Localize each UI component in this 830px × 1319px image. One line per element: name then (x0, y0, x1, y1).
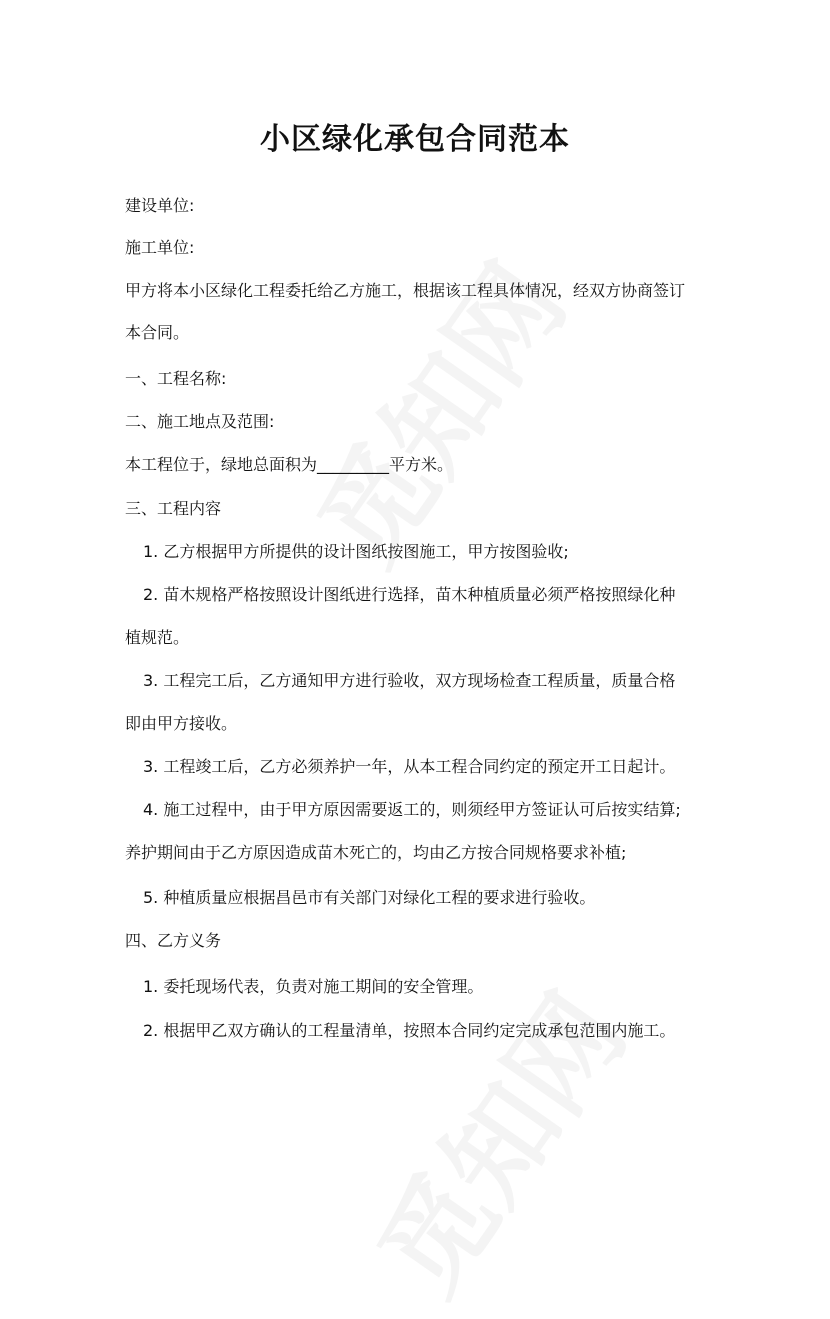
document-title: 小区绿化承包合同范本 (260, 122, 570, 157)
list-item: 2. 根据甲乙双方确认的工程量清单，按照本合同约定完成承包范围内施工。 (143, 1021, 676, 1040)
list-item: 3. 工程完工后，乙方通知甲方进行验收，双方现场检查工程质量，质量合格 (143, 671, 676, 690)
paragraph: 施工单位: (125, 238, 195, 257)
paragraph: 即由甲方接收。 (125, 714, 238, 733)
list-item: 4. 施工过程中，由于甲方原因需要返工的，则须经甲方签证认可后按实结算; (143, 800, 681, 819)
paragraph: 植规范。 (125, 628, 190, 647)
section-heading: 二、施工地点及范围: (125, 412, 275, 431)
section-heading: 一、工程名称: (125, 369, 227, 388)
paragraph: 养护期间由于乙方原因造成苗木死亡的，均由乙方按合同规格要求补植; (125, 843, 627, 862)
section-heading: 三、工程内容 (125, 499, 222, 518)
list-item: 3. 工程竣工后，乙方必须养护一年，从本工程合同约定的预定开工日起计。 (143, 757, 676, 776)
list-item: 1. 乙方根据甲方所提供的设计图纸按图施工，甲方按图验收; (143, 542, 569, 561)
list-item: 5. 种植质量应根据昌邑市有关部门对绿化工程的要求进行验收。 (143, 888, 596, 907)
paragraph: 甲方将本小区绿化工程委托给乙方施工，根据该工程具体情况，经双方协商签订 (125, 281, 686, 300)
paragraph: 本工程位于，绿地总面积为_________平方米。 (125, 455, 454, 474)
list-item: 1. 委托现场代表，负责对施工期间的安全管理。 (143, 977, 484, 996)
section-heading: 四、乙方义务 (125, 931, 222, 950)
watermark (336, 959, 655, 1319)
list-item: 2. 苗木规格严格按照设计图纸进行选择，苗木种植质量必须严格按照绿化种 (143, 585, 676, 604)
paragraph: 建设单位: (125, 196, 195, 215)
paragraph: 本合同。 (125, 323, 190, 342)
